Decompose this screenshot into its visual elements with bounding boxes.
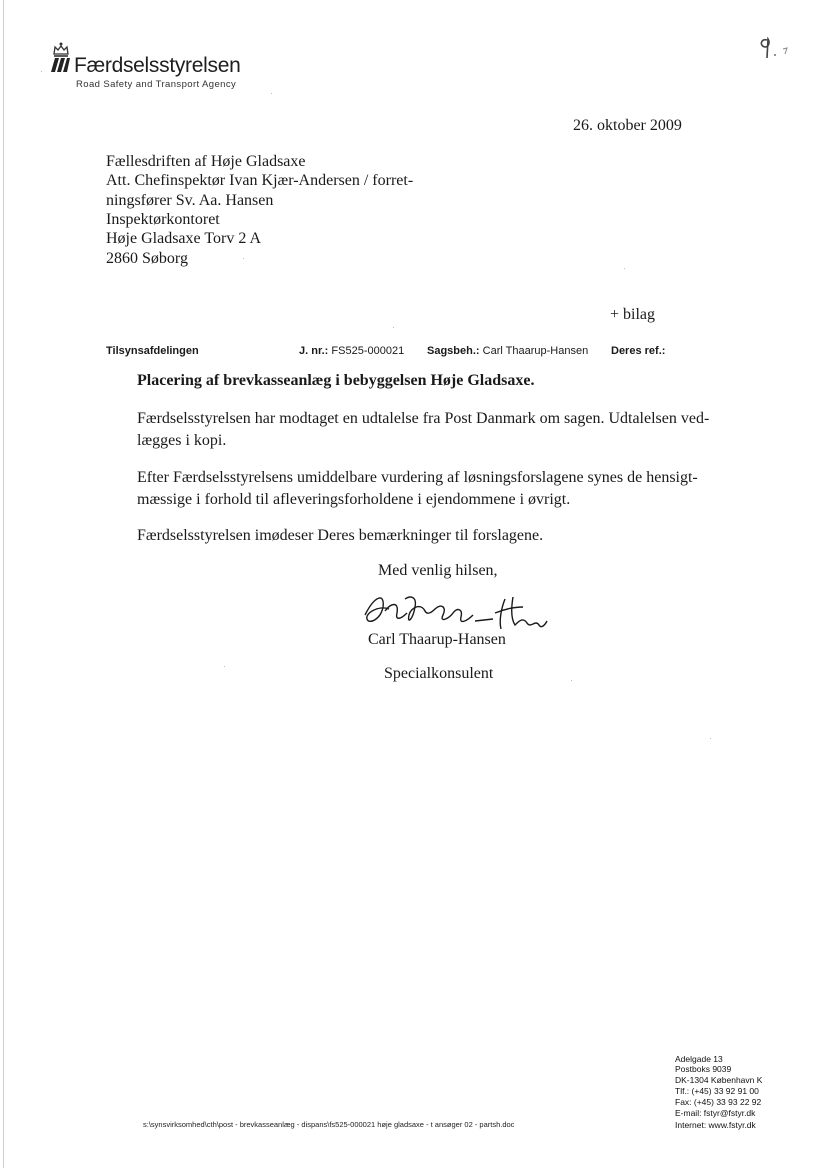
attachment-note: + bilag <box>610 306 656 323</box>
recipient-line: ningsfører Sv. Aa. Hansen <box>106 192 274 209</box>
paragraph-line: mæssige i forhold til afleveringsforholdene i ejendommene i øvrigt. <box>137 491 571 508</box>
case-handler: Sagsbeh.: Carl Thaarup-Hansen <box>427 345 589 357</box>
scan-speck <box>393 327 394 328</box>
scan-speck <box>624 268 625 269</box>
recipient-line: Inspektørkontoret <box>106 211 220 228</box>
document-file-path: s:\synsvirksomhed\cth\post - brevkasseanlæg - dispans\fs525-000021 høje gladsaxe - t ansøger 02 - partsh.doc <box>143 1120 515 1129</box>
scan-speck <box>243 258 244 259</box>
signer-title: Specialkonsulent <box>384 665 494 682</box>
scan-speck <box>224 666 225 667</box>
logo-name: Færdselsstyrelsen <box>74 54 241 77</box>
letter-subject: Placering af brevkasseanlæg i bebyggelsen Høje Gladsaxe. <box>137 372 535 389</box>
contact-line: Internet: www.fstyr.dk <box>675 1120 756 1130</box>
contact-line: Postboks 9039 <box>675 1064 732 1074</box>
letter-date: 26. oktober 2009 <box>573 117 682 134</box>
recipient-line: Att. Chefinspektør Ivan Kjær-Andersen / forret- <box>106 172 414 189</box>
paragraph-line: Færdselsstyrelsen har modtaget en udtalelse fra Post Danmark om sagen. Udtalelsen ved- <box>137 410 710 427</box>
contact-line: DK-1304 København K <box>675 1075 763 1085</box>
scan-speck <box>710 738 711 739</box>
logo-stripes-icon <box>50 58 70 72</box>
contact-line: Adelgade 13 <box>675 1054 723 1064</box>
contact-line: Tlf.: (+45) 33 92 91 00 <box>675 1086 759 1096</box>
recipient-line: 2860 Søborg <box>106 250 188 267</box>
contact-line: Fax: (+45) 33 93 22 92 <box>675 1097 762 1107</box>
handwritten-page-number <box>755 32 795 62</box>
signer-name: Carl Thaarup-Hansen <box>368 631 506 648</box>
recipient-line: Høje Gladsaxe Torv 2 A <box>106 230 261 247</box>
paragraph-line: lægges i kopi. <box>137 432 227 449</box>
journal-number: J. nr.: FS525-000021 <box>299 345 405 357</box>
closing-greeting: Med venlig hilsen, <box>378 562 498 579</box>
scan-speck <box>41 71 42 72</box>
paragraph-line: Efter Færdselsstyrelsens umiddelbare vurdering af løsningsforslagene synes de hensigt- <box>137 469 698 486</box>
recipient-line: Fællesdriften af Høje Gladsaxe <box>106 153 306 170</box>
paragraph-line: Færdselsstyrelsen imødeser Deres bemærkninger til forslagene. <box>137 527 544 544</box>
contact-line: E-mail: fstyr@fstyr.dk <box>675 1108 756 1118</box>
department-label: Tilsynsafdelingen <box>106 345 199 357</box>
your-reference: Deres ref.: <box>611 345 666 357</box>
crown-icon <box>52 42 70 58</box>
scan-speck <box>571 680 572 681</box>
scan-edge-line <box>3 0 4 1168</box>
scan-speck <box>271 93 272 94</box>
logo-subtitle: Road Safety and Transport Agency <box>76 79 237 90</box>
